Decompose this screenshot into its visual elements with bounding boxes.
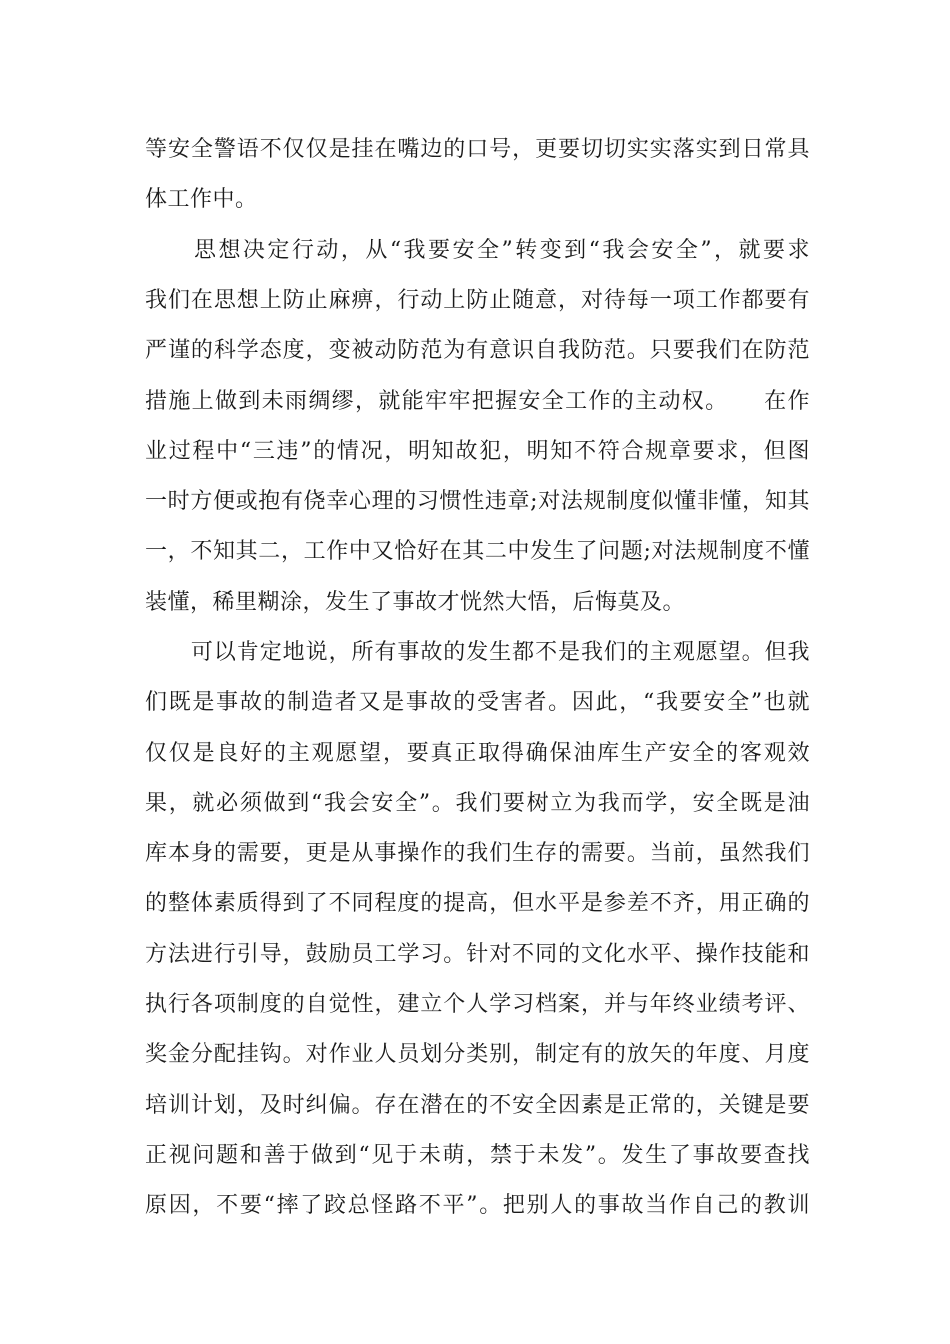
text-line: 严谨的科学态度，变被动防范为有意识自我防范。只要我们在防范 <box>145 338 810 363</box>
text-line: 们既是事故的制造者又是事故的受害者。因此，“我要安全”也就 <box>145 690 810 715</box>
text-line: 培训计划，及时纠偏。存在潜在的不安全因素是正常的，关键是要 <box>145 1093 810 1118</box>
text-line: 可以肯定地说，所有事故的发生都不是我们的主观愿望。但我 <box>145 640 810 665</box>
text-line: 体工作中。 <box>145 187 258 212</box>
text-line: 装懂，稀里糊涂，发生了事故才恍然大悟，后悔莫及。 <box>145 590 686 615</box>
text-line: 业过程中“三违”的情况，明知故犯，明知不符合规章要求，但图 <box>145 439 810 464</box>
text-line: 执行各项制度的自觉性，建立个人学习档案，并与年终业绩考评、 <box>145 992 810 1017</box>
text-line: 我们在思想上防止麻痹，行动上防止随意，对待每一项工作都要有 <box>145 288 810 313</box>
text-line: 等安全警语不仅仅是挂在嘴边的口号，更要切切实实落实到日常具 <box>145 137 810 162</box>
text-line: 库本身的需要，更是从事操作的我们生存的需要。当前，虽然我们 <box>145 841 810 866</box>
text-line: 奖金分配挂钩。对作业人员划分类别，制定有的放矢的年度、月度 <box>145 1042 810 1067</box>
text-line: 方法进行引导，鼓励员工学习。针对不同的文化水平、操作技能和 <box>145 942 810 967</box>
text-line: 正视问题和善于做到“见于未萌，禁于未发”。发生了事故要查找 <box>145 1143 810 1168</box>
text-line: 一，不知其二，工作中又恰好在其二中发生了问题;对法规制度不懂 <box>145 539 810 564</box>
text-line: 思想决定行动，从“我要安全”转变到“我会安全”，就要求 <box>145 238 810 263</box>
text-line: 措施上做到未雨绸缪，就能牢牢把握安全工作的主动权。 在作 <box>145 389 810 414</box>
text-line: 果，就必须做到“我会安全”。我们要树立为我而学，安全既是油 <box>145 791 810 816</box>
text-line: 的整体素质得到了不同程度的提高，但水平是参差不齐，用正确的 <box>145 891 810 916</box>
text-line: 仅仅是良好的主观愿望，要真正取得确保油库生产安全的客观效 <box>145 741 810 766</box>
text-line: 原因，不要“摔了跤总怪路不平”。把别人的事故当作自己的教训 <box>145 1193 810 1218</box>
text-line: 一时方便或抱有侥幸心理的习惯性违章;对法规制度似懂非懂，知其 <box>145 489 810 514</box>
